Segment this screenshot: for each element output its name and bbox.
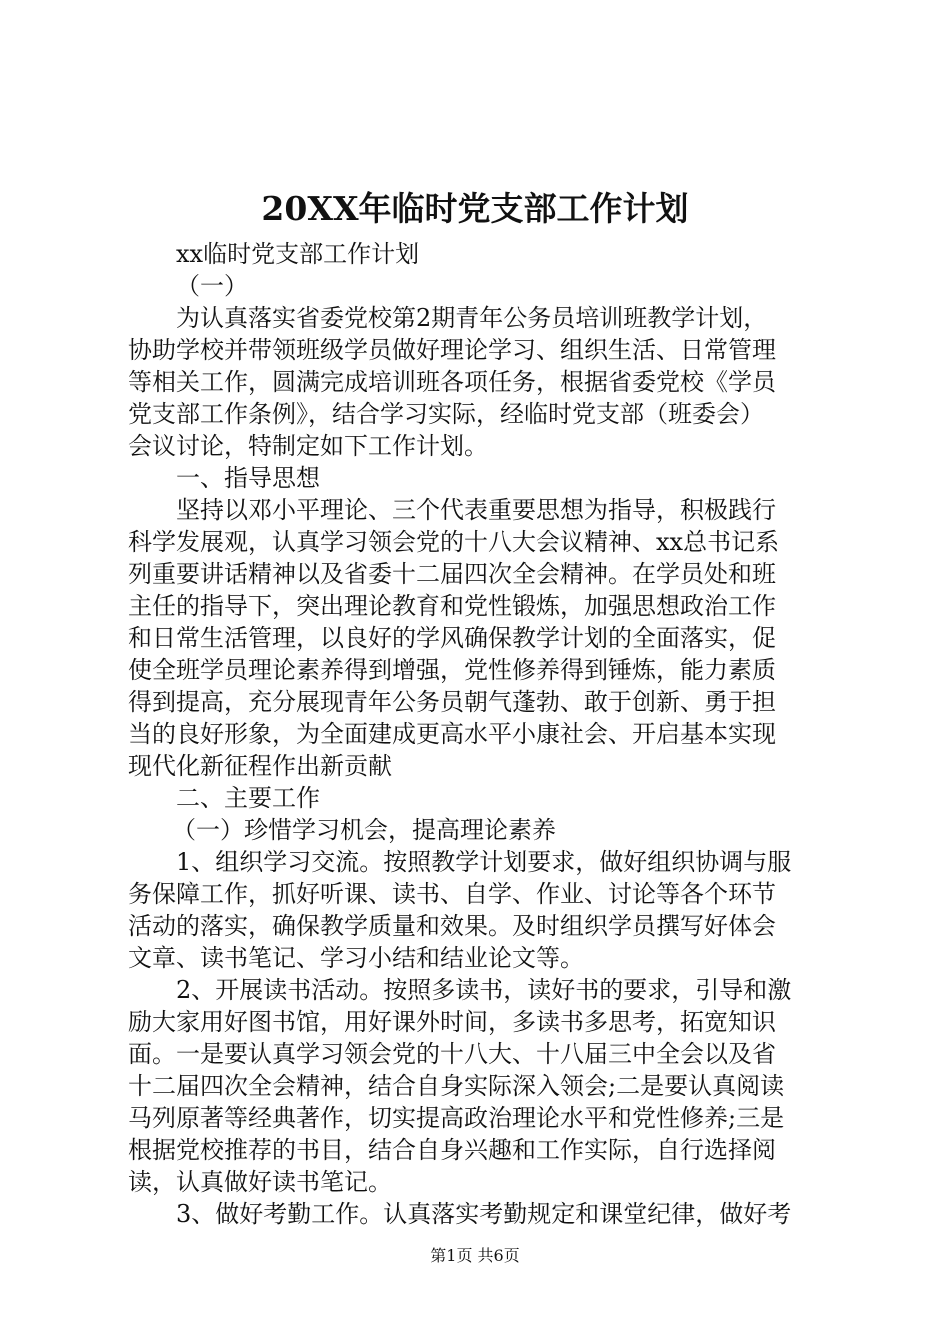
section-heading: 二、主要工作 <box>176 784 320 812</box>
paragraph-line: 根据党校推荐的书目，结合自身兴趣和工作实际，自行选择阅 <box>128 1136 776 1164</box>
paragraph-line: 十二届四次全会精神，结合自身实际深入领会;二是要认真阅读 <box>128 1072 785 1100</box>
paragraph-line: 活动的落实，确保教学质量和效果。及时组织学员撰写好体会 <box>128 912 776 940</box>
section-heading: 一、指导思想 <box>176 464 320 492</box>
paragraph-line: 文章、读书笔记、学习小结和结业论文等。 <box>128 944 584 972</box>
paragraph-line: 2、开展读书活动。按照多读书，读好书的要求，引导和激 <box>176 976 792 1004</box>
paragraph-line: 坚持以邓小平理论、三个代表重要思想为指导，积极践行 <box>176 496 776 524</box>
paragraph-line: 和日常生活管理，以良好的学风确保教学计划的全面落实，促 <box>128 624 776 652</box>
paragraph-line: 使全班学员理论素养得到增强，党性修养得到锤炼，能力素质 <box>128 656 776 684</box>
paragraph-line: 1、组织学习交流。按照教学计划要求，做好组织协调与服 <box>176 848 792 876</box>
paragraph-line: 现代化新征程作出新贡献 <box>128 752 392 780</box>
paragraph-line: 务保障工作，抓好听课、读书、自学、作业、讨论等各个环节 <box>128 880 776 908</box>
paragraph-line: 科学发展观，认真学习领会党的十八大会议精神、xx总书记系 <box>128 528 780 556</box>
paragraph-line: 面。一是要认真学习领会党的十八大、十八届三中全会以及省 <box>128 1040 776 1068</box>
paragraph-line: 列重要讲话精神以及省委十二届四次全会精神。在学员处和班 <box>128 560 776 588</box>
paragraph-line: 等相关工作，圆满完成培训班各项任务，根据省委党校《学员 <box>128 368 776 396</box>
paragraph-line: 主任的指导下，突出理论教育和党性锻炼，加强思想政治工作 <box>128 592 776 620</box>
paragraph-line: 3、做好考勤工作。认真落实考勤规定和课堂纪律，做好考 <box>176 1200 792 1228</box>
section-number-line: （一） <box>176 272 248 300</box>
paragraph-line: 协助学校并带领班级学员做好理论学习、组织生活、日常管理 <box>128 336 776 364</box>
document-title: 20XX年临时党支部工作计划 <box>261 189 689 228</box>
document-body <box>128 238 828 1230</box>
subtitle-line: xx临时党支部工作计划 <box>176 240 420 268</box>
paragraph-line: 当的良好形象，为全面建成更高水平小康社会、开启基本实现 <box>128 720 776 748</box>
paragraph-line: 会议讨论，特制定如下工作计划。 <box>128 432 488 460</box>
paragraph-line: 读，认真做好读书笔记。 <box>128 1168 392 1196</box>
paragraph-line: 为认真落实省委党校第2期青年公务员培训班教学计划， <box>176 304 768 332</box>
paragraph-line: 马列原著等经典著作，切实提高政治理论水平和党性修养;三是 <box>128 1104 785 1132</box>
paragraph-line: 得到提高，充分展现青年公务员朝气蓬勃、敢于创新、勇于担 <box>128 688 776 716</box>
page-number-footer: 第1页 共6页 <box>430 1246 520 1265</box>
subsection-heading: （一）珍惜学习机会，提高理论素养 <box>172 816 556 844</box>
paragraph-line: 励大家用好图书馆，用好课外时间，多读书多思考，拓宽知识 <box>128 1008 776 1036</box>
paragraph-line: 党支部工作条例》，结合学习实际，经临时党支部（班委会） <box>128 400 764 428</box>
